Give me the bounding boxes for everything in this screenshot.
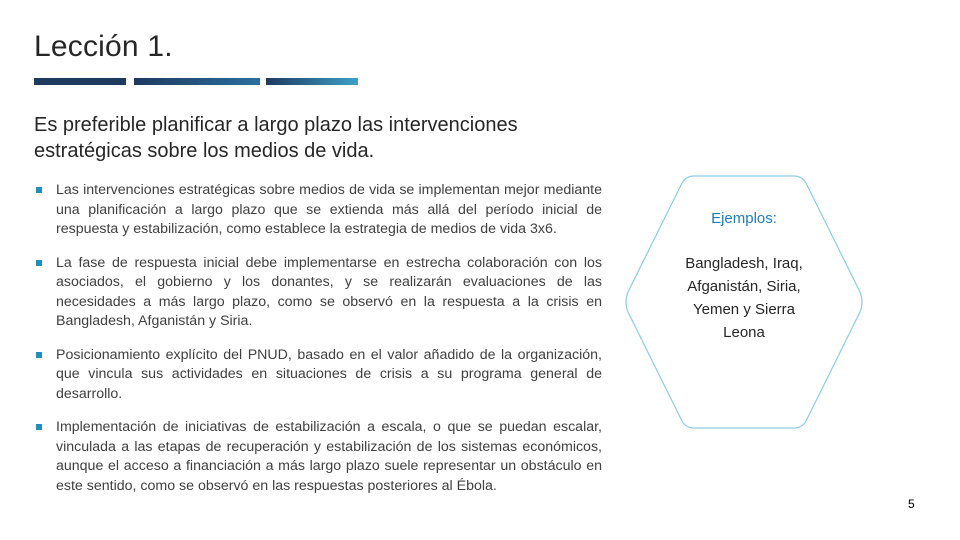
bullet-text: Posicionamiento explícito del PNUD, basado en el valor añadido de la organización, que vincula sus actividades en situaciones de crisis a su programa general de desarrollo. xyxy=(56,346,602,402)
slide-title: Lección 1. xyxy=(34,30,173,63)
square-bullet-icon xyxy=(36,424,42,430)
page-number: 5 xyxy=(908,497,915,511)
accent-bar-1 xyxy=(34,78,126,85)
square-bullet-icon xyxy=(36,260,42,266)
square-bullet-icon xyxy=(36,352,42,358)
bullet-text: Las intervenciones estratégicas sobre medios de vida se implementan mejor mediante una planificación a largo plazo que se extienda más allá del período inicial de respuesta y estabilización, como establece la estrategia de medios de vida 3x6. xyxy=(56,182,602,237)
slide-subtitle: Es preferible planificar a largo plazo las intervenciones estratégicas sobre los medios de vida. xyxy=(34,114,518,162)
bullet-item xyxy=(36,346,602,405)
bullet-text: Implementación de iniciativas de estabilización a escala, o que se puedan escalar, vinculada a las etapas de recuperación y estabilización de los sistemas económicos, aunque el acceso a financiación a más largo plazo suele representar un obstáculo en este sentido, como se observó en las respuestas posteriores al Ébola. xyxy=(56,419,602,494)
bullet-item xyxy=(36,254,602,332)
accent-bar-3 xyxy=(266,78,358,85)
bullet-text: La fase de respuesta inicial debe implementarse en estrecha colaboración con los asociados, el gobierno y los donantes, y se realizarán evaluaciones de las necesidades a más largo plazo, como se observó en la respuesta a la crisis en Bangladesh, Afganistán y Siria. xyxy=(56,254,602,329)
examples-title: Ejemplos: xyxy=(711,210,777,227)
title-accent-bars xyxy=(34,78,326,86)
bullet-item xyxy=(36,181,602,240)
square-bullet-icon xyxy=(36,187,42,193)
examples-hexagon xyxy=(624,174,864,430)
examples-body: Bangladesh, Iraq, Afganistán, Siria, Yemen y Sierra Leona xyxy=(685,255,803,341)
bullet-item xyxy=(36,418,602,496)
bullet-list xyxy=(36,181,602,510)
accent-bar-2 xyxy=(134,78,260,85)
